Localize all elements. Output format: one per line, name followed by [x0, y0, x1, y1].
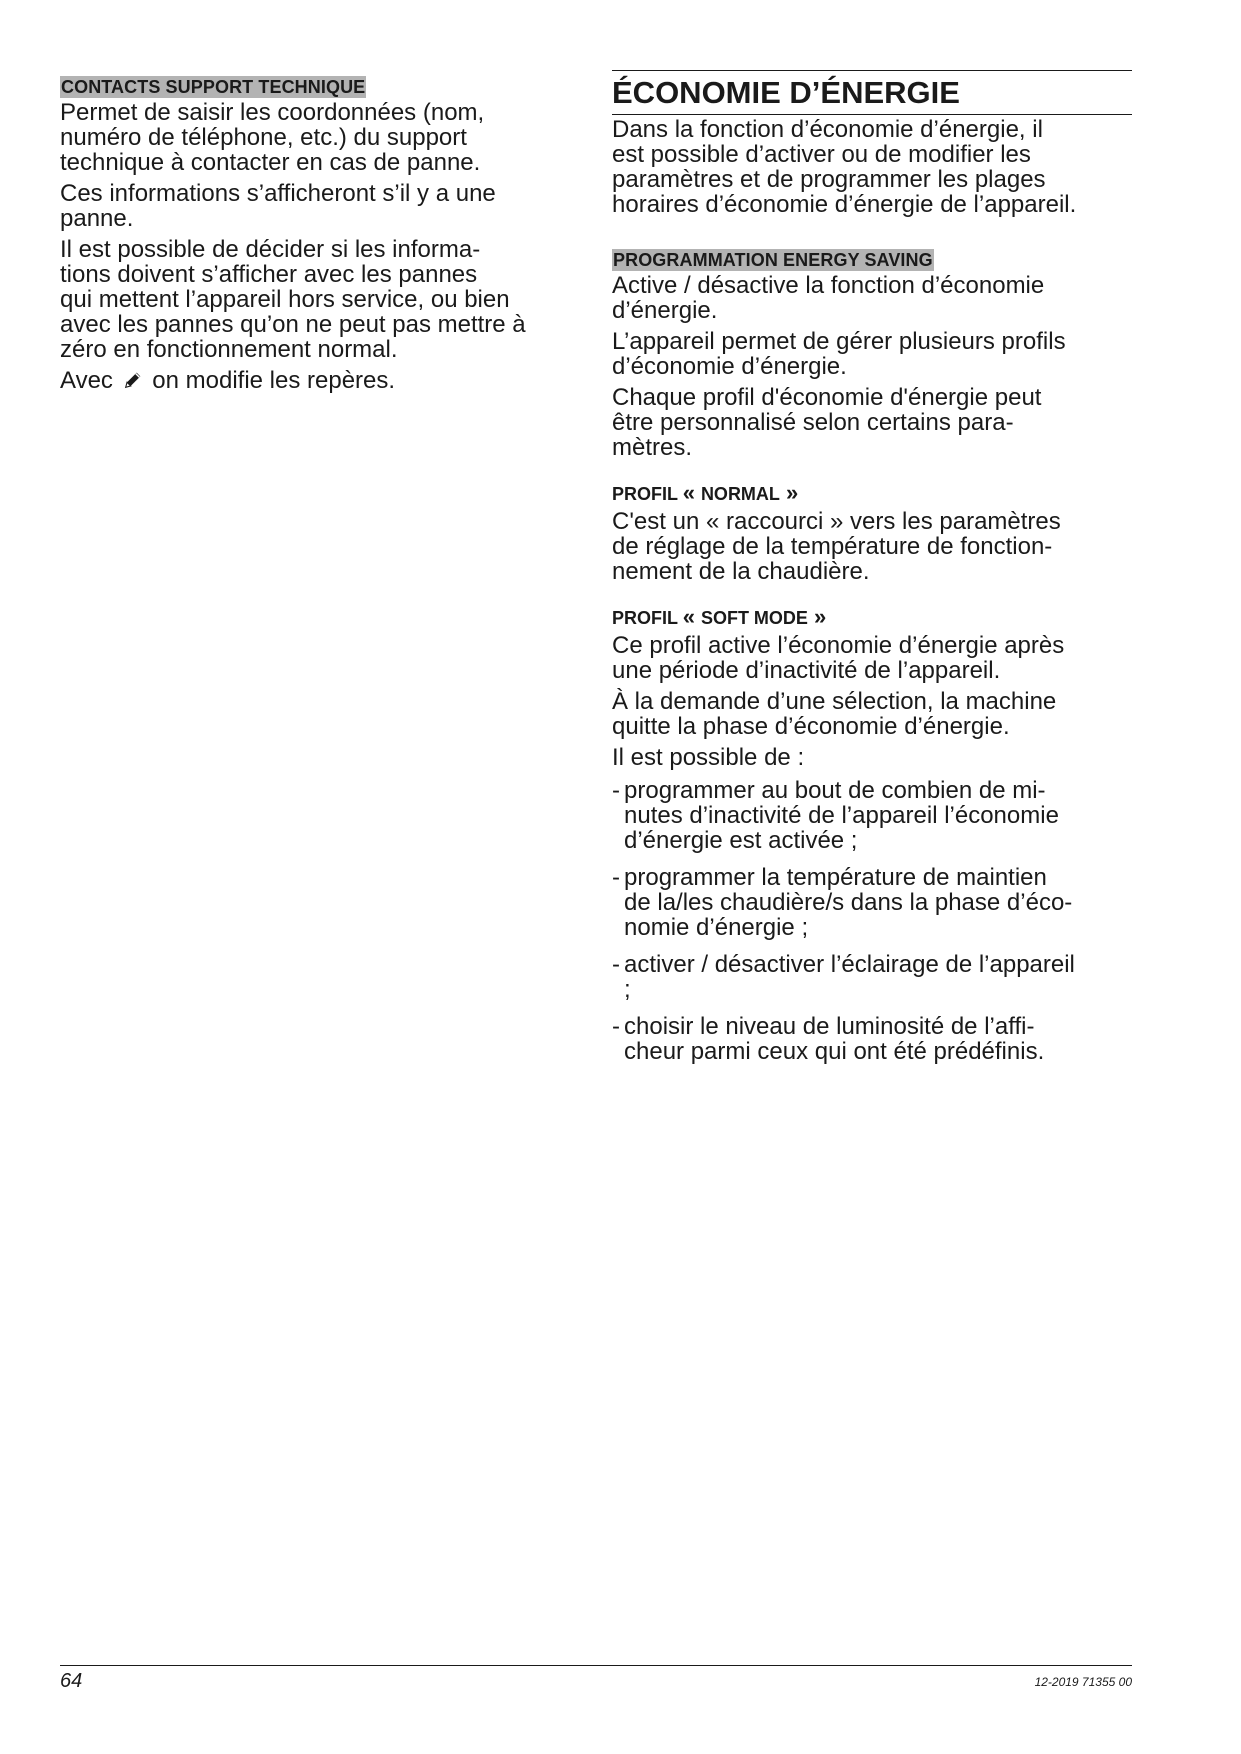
page-number: 64	[60, 1670, 83, 1692]
paragraph: Permet de saisir les coordonnées (nom, numéro de téléphone, etc.) du support technique à contacter en cas de panne.	[60, 99, 485, 176]
intro-paragraph: Dans la fonction d’économie d’énergie, il est possible d’activer ou de modifier les paramètres et de programmer les plages horaires d’économie d’énergie de l’appareil.	[612, 116, 1077, 218]
options-list	[612, 778, 1132, 1064]
list-item: - activer / désactiver l’éclairage de l’appareil ;	[612, 952, 1132, 1002]
subheading-label: PROFIL	[612, 608, 678, 628]
section-heading-contacts-support: CONTACTS SUPPORT TECHNIQUE	[61, 77, 366, 97]
paragraph: Il est possible de :	[612, 744, 805, 771]
footer-divider	[60, 1665, 1132, 1666]
paragraph: À la demande d’une sélection, la machine quitte la phase d’économie d’énergie.	[612, 688, 1057, 740]
pencil-icon	[122, 369, 144, 391]
subheading-profil-normal: PROFIL « NORMAL »	[612, 480, 799, 505]
list-item: - programmer au bout de combien de mi- nutes d’inactivité de l’appareil l’économie d’énergie est activée ;	[612, 778, 1132, 853]
paragraph: C'est un « raccourci » vers les paramètres de réglage de la température de fonction- nement de la chaudière.	[612, 508, 1061, 585]
paragraph: Active / désactive la fonction d’économie d’énergie.	[612, 272, 1045, 324]
subheading-label: PROFIL	[612, 484, 678, 504]
section-heading-programmation: PROGRAMMATION ENERGY SAVING	[613, 250, 933, 270]
paragraph-edit-hint	[60, 368, 580, 393]
list-item: - programmer la température de maintien de la/les chaudière/s dans la phase d’éco- nomie d’énergie ;	[612, 865, 1132, 940]
profile-name: NORMAL	[700, 484, 780, 504]
paragraph: L’appareil permet de gérer plusieurs profils d’économie d’énergie.	[612, 328, 1066, 380]
right-column	[612, 70, 1132, 1076]
edit-hint-suffix: on modifie les repères.	[152, 367, 396, 394]
page-title: ÉCONOMIE D’ÉNERGIE	[612, 70, 1132, 115]
document-code: 12-2019 71355 00	[1034, 1675, 1132, 1689]
list-item: - choisir le niveau de luminosité de l’affi- cheur parmi ceux qui ont été prédéfinis.	[612, 1014, 1132, 1064]
paragraph: Il est possible de décider si les informa- tions doivent s’afficher avec les pannes qui mettent l’appareil hors service, ou bien avec les pannes qu’on ne peut pas mettre à zéro en fonctionnement normal.	[60, 236, 526, 363]
profile-name: SOFT MODE	[700, 608, 808, 628]
paragraph: Chaque profil d'économie d'énergie peut être personnalisé selon certains para- mètres.	[612, 384, 1042, 461]
paragraph: Ce profil active l’économie d’énergie après une période d’inactivité de l’appareil.	[612, 632, 1065, 684]
left-column	[60, 70, 580, 399]
edit-hint-prefix: Avec	[60, 367, 113, 394]
paragraph: Ces informations s’afficheront s’il y a une panne.	[60, 180, 496, 232]
subheading-profil-soft-mode: PROFIL « SOFT MODE »	[612, 604, 827, 629]
